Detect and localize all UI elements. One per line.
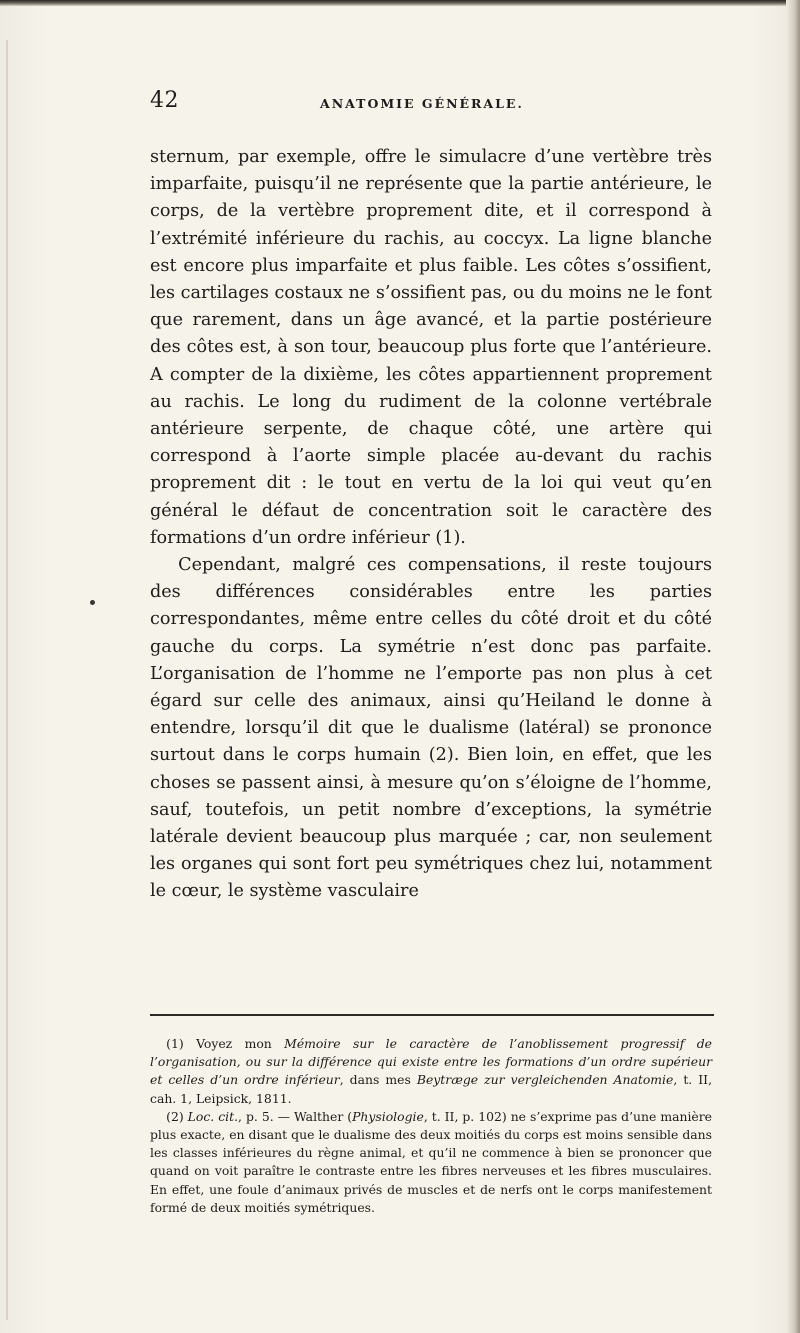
footnote-1 [150, 1035, 712, 1108]
footnote-2-book: Physiologie [352, 1108, 424, 1124]
footnote-2-text-d: , t. II, p. 102) ne s’exprime pas d’une manière plus exacte, en disant que le dualisme des deux moitiés du corps est moins sensible dans les classes inférieures du règne animal, et qu’il ne commence à bien se prononcer que quand on voit paraître le contraste entre les fibres nerveuses et les fibres musculaires. En effet, une foule d’animaux privés de muscles et de nerfs ont le corps manifestement formé de deux moitiés symétriques. [150, 1108, 712, 1215]
page-top-edge [0, 0, 800, 6]
paragraph-1: sternum, par exemple, offre le simulacre d’une vertèbre très imparfaite, puisqu’il ne représente que la partie antérieure, le corps, de la vertèbre proprement dite, et il correspond à l’extrémité inférieure du rachis, au coccyx. La ligne blanche est encore plus imparfaite et plus faible. Les côtes s’ossifient, les cartilages costaux ne s’ossifient pas, ou du moins ne le font que rarement, dans un âge avancé, et la partie postérieure des côtes est, à son tour, beaucoup plus forte que l’antérieure. A compter de la dixième, les côtes appartiennent proprement au rachis. Le long du rudiment de la colonne vertébrale antérieure serpente, de chaque côté, une artère qui correspond à l’aorte simple placée au-devant du rachis proprement dit : le tout en vertu de la loi qui veut qu’en général le défaut de concentration soit le caractère des formations d’un ordre inférieur (1). [150, 147, 712, 548]
running-title: ANATOMIE GÉNÉRALE. [320, 96, 524, 111]
footnote-1-mark: (1) [166, 1036, 184, 1051]
ink-speck [90, 600, 95, 605]
footnote-1-book: Beytræge zur vergleichenden Anatomie [416, 1072, 674, 1088]
page-number: 42 [150, 88, 179, 113]
footnote-divider [150, 1014, 714, 1016]
footnote-1-text-a: Voyez mon [196, 1036, 285, 1051]
running-head [150, 88, 710, 128]
body-text [150, 144, 712, 906]
footnote-1-title: Mémoire sur le caractère de l’anoblissement progressif de l’organisation, ou sur la différence qui existe entre les formations d’un ordre supérieur et celles d’un ordre inférieur [150, 1036, 712, 1088]
footnote-2-text-b: , p. 5. — Walther ( [238, 1108, 353, 1124]
footnote-2 [150, 1108, 712, 1217]
footnote-1-text-e: , t. II, cah. 1, Leipsick, 1811. [150, 1072, 713, 1106]
footnote-2-loc: Loc. cit. [187, 1108, 239, 1124]
footnote-2-mark: (2) [166, 1108, 184, 1124]
footnotes [150, 1035, 712, 1217]
page-right-edge [786, 0, 800, 1333]
paragraph-2: Cependant, malgré ces compensations, il reste toujours des différences considérables entre les parties correspondantes, même entre celles du côté droit et du côté gauche du corps. La symétrie n’est donc pas parfaite. L’organisation de l’homme ne l’emporte pas non plus à cet égard sur celle des animaux, ainsi qu’Heiland le donne à entendre, lorsqu’il dit que le dualisme (latéral) se prononce surtout dans le corps humain (2). Bien loin, en effet, que les choses se passent ainsi, à mesure qu’on s’éloigne de l’homme, sauf, toutefois, un petit nombre d’exceptions, la symétrie latérale devient beaucoup plus marquée ; car, non seulement les organes qui sont fort peu symétriques chez lui, notamment le cœur, le système vasculaire [150, 555, 712, 902]
footnote-1-text-c: , dans mes [339, 1072, 417, 1088]
binding-shadow [6, 40, 8, 1320]
